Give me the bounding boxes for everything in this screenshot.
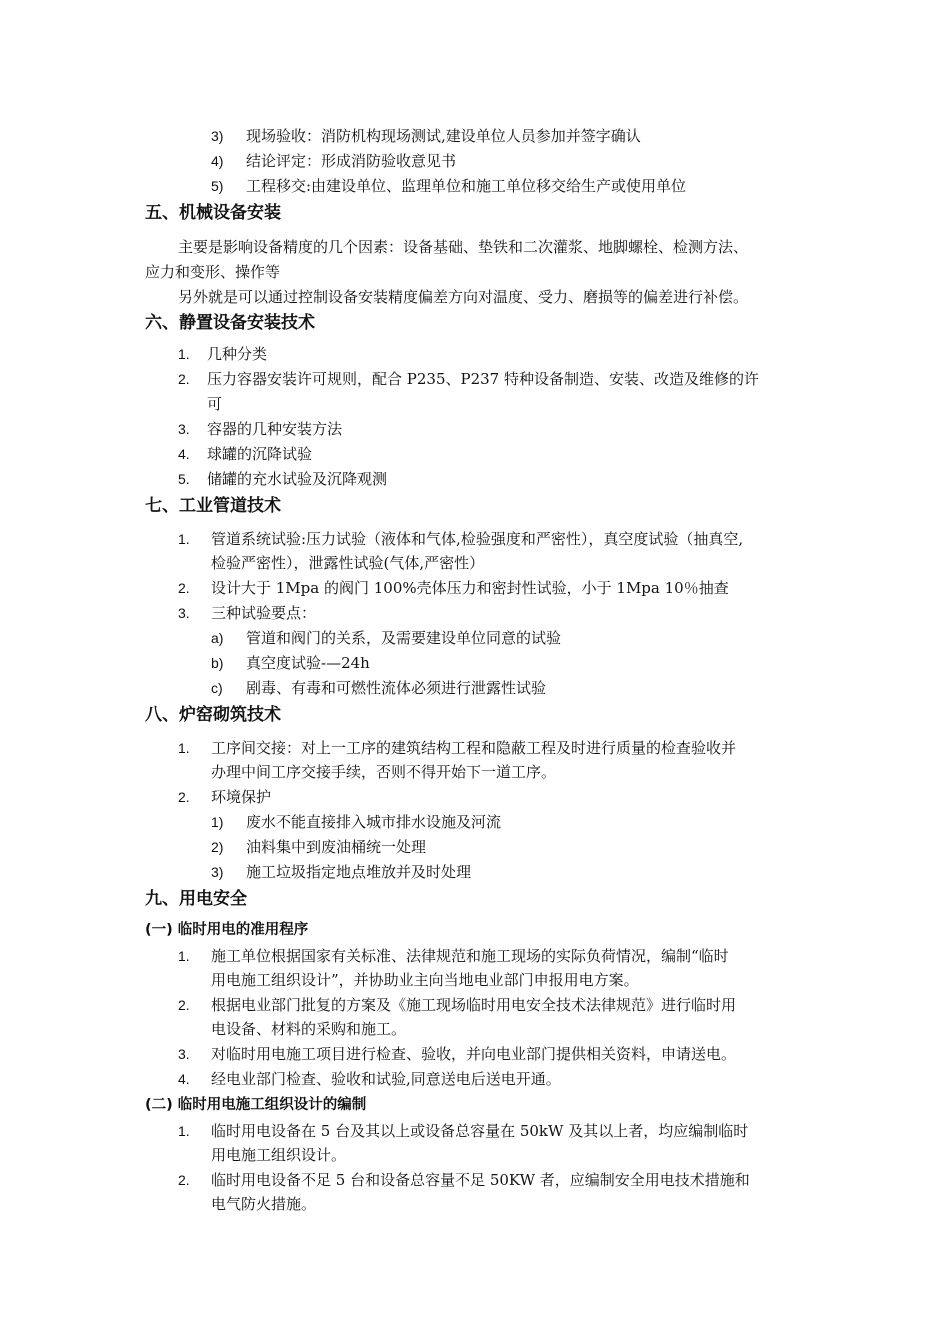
list-number: 4) bbox=[211, 153, 224, 169]
list-number: 2. bbox=[178, 789, 190, 805]
list-item: 设计大于 1Mpa 的阀门 100%壳体压力和密封性试验，小于 1Mpa 10％抽查 bbox=[211, 579, 729, 597]
list-item: 球罐的沉降试验 bbox=[207, 445, 313, 463]
list-number: 2. bbox=[178, 371, 190, 387]
list-number: 1. bbox=[178, 740, 190, 756]
list-item: 压力容器安装许可规则，配合 P235、P237 特种设备制造、安装、改造及维修的许 bbox=[207, 370, 759, 388]
paragraph-line: 应力和变形、操作等 bbox=[145, 263, 281, 281]
section-heading: 五、机械设备安装 bbox=[145, 203, 281, 223]
paragraph-line: 主要是影响设备精度的几个因素：设备基础、垫铁和二次灌浆、地脚螺栓、检测方法、 bbox=[178, 238, 749, 256]
list-number: 2) bbox=[211, 839, 224, 855]
list-number: 3) bbox=[211, 864, 224, 880]
list-item: 三种试验要点： bbox=[211, 604, 317, 622]
list-item: 经电业部门检查、验收和试验,同意送电后送电开通。 bbox=[211, 1070, 561, 1088]
list-item-continuation: 用电施工组织设计。 bbox=[211, 1146, 347, 1164]
list-number: 1. bbox=[178, 346, 190, 362]
list-number: 4. bbox=[178, 446, 190, 462]
list-item: 结论评定：形成消防验收意见书 bbox=[246, 152, 457, 170]
section-heading: 六、静置设备安装技术 bbox=[145, 313, 315, 333]
subsection-heading: (二) 临时用电施工组织设计的编制 bbox=[145, 1097, 367, 1113]
list-number: 2. bbox=[178, 580, 190, 596]
paragraph-line: 另外就是可以通过控制设备安装精度偏差方向对温度、受力、磨损等的偏差进行补偿。 bbox=[178, 288, 749, 306]
list-item: 环境保护 bbox=[211, 788, 272, 806]
sub-list-item: 剧毒、有毒和可燃性流体必须进行泄露性试验 bbox=[246, 679, 547, 697]
list-number: 1. bbox=[178, 531, 190, 547]
section-heading: 九、用电安全 bbox=[145, 889, 247, 909]
list-number: 5. bbox=[178, 471, 190, 487]
list-number: 3. bbox=[178, 605, 190, 621]
sub-list-item: 施工垃圾指定地点堆放并及时处理 bbox=[246, 863, 472, 881]
list-number: 3) bbox=[211, 128, 224, 144]
list-number: 3. bbox=[178, 421, 190, 437]
list-number: 3. bbox=[178, 1046, 190, 1062]
section-heading: 七、工业管道技术 bbox=[145, 496, 281, 516]
sub-list-item: 废水不能直接排入城市排水设施及河流 bbox=[246, 813, 502, 831]
list-item-continuation: 可 bbox=[207, 395, 223, 413]
list-item: 现场验收：消防机构现场测试,建设单位人员参加并签字确认 bbox=[246, 127, 641, 145]
list-number: a) bbox=[211, 630, 224, 646]
list-item: 临时用电设备不足 5 台和设备总容量不足 50KW 者，应编制安全用电技术措施和 bbox=[211, 1171, 750, 1189]
list-item-continuation: 检验严密性），泄露性试验(气体,严密性） bbox=[211, 554, 485, 572]
list-item: 容器的几种安装方法 bbox=[207, 420, 343, 438]
list-item: 工程移交:由建设单位、监理单位和施工单位移交给生产或使用单位 bbox=[246, 177, 687, 195]
sub-list-item: 真空度试验-—24h bbox=[246, 654, 370, 672]
list-item: 储罐的充水试验及沉降观测 bbox=[207, 470, 388, 488]
sub-list-item: 管道和阀门的关系，及需要建设单位同意的试验 bbox=[246, 629, 562, 647]
list-number: b) bbox=[211, 655, 224, 671]
list-item: 根据电业部门批复的方案及《施工现场临时用电安全技术法律规范》进行临时用 bbox=[211, 996, 737, 1014]
subsection-heading: (一) 临时用电的准用程序 bbox=[145, 922, 309, 938]
list-number: 1. bbox=[178, 1123, 190, 1139]
list-item-continuation: 电设备、材料的采购和施工。 bbox=[211, 1020, 407, 1038]
list-item: 施工单位根据国家有关标准、法律规范和施工现场的实际负荷情况，编制“临时 bbox=[211, 947, 729, 965]
list-number: c) bbox=[211, 680, 223, 696]
list-item-continuation: 电气防火措施。 bbox=[211, 1195, 317, 1213]
list-item: 对临时用电施工项目进行检查、验收，并向电业部门提供相关资料，申请送电。 bbox=[211, 1045, 737, 1063]
list-number: 1) bbox=[211, 814, 224, 830]
list-item: 管道系统试验:压力试验（液体和气体,检验强度和严密性），真空度试验（抽真空, bbox=[211, 530, 744, 548]
list-number: 2. bbox=[178, 1172, 190, 1188]
list-number: 2. bbox=[178, 997, 190, 1013]
list-item: 临时用电设备在 5 台及其以上或设备总容量在 50kW 及其以上者，均应编制临时 bbox=[211, 1122, 749, 1140]
list-item-continuation: 用电施工组织设计”，并协助业主向当地电业部门申报用电方案。 bbox=[211, 971, 639, 989]
sub-list-item: 油料集中到废油桶统一处理 bbox=[246, 838, 427, 856]
list-item: 几种分类 bbox=[207, 345, 268, 363]
list-item: 工序间交接：对上一工序的建筑结构工程和隐蔽工程及时进行质量的检查验收并 bbox=[211, 739, 737, 757]
list-item-continuation: 办理中间工序交接手续，否则不得开始下一道工序。 bbox=[211, 763, 557, 781]
list-number: 4. bbox=[178, 1071, 190, 1087]
section-heading: 八、炉窑砌筑技术 bbox=[145, 705, 281, 725]
list-number: 5) bbox=[211, 178, 224, 194]
list-number: 1. bbox=[178, 948, 190, 964]
